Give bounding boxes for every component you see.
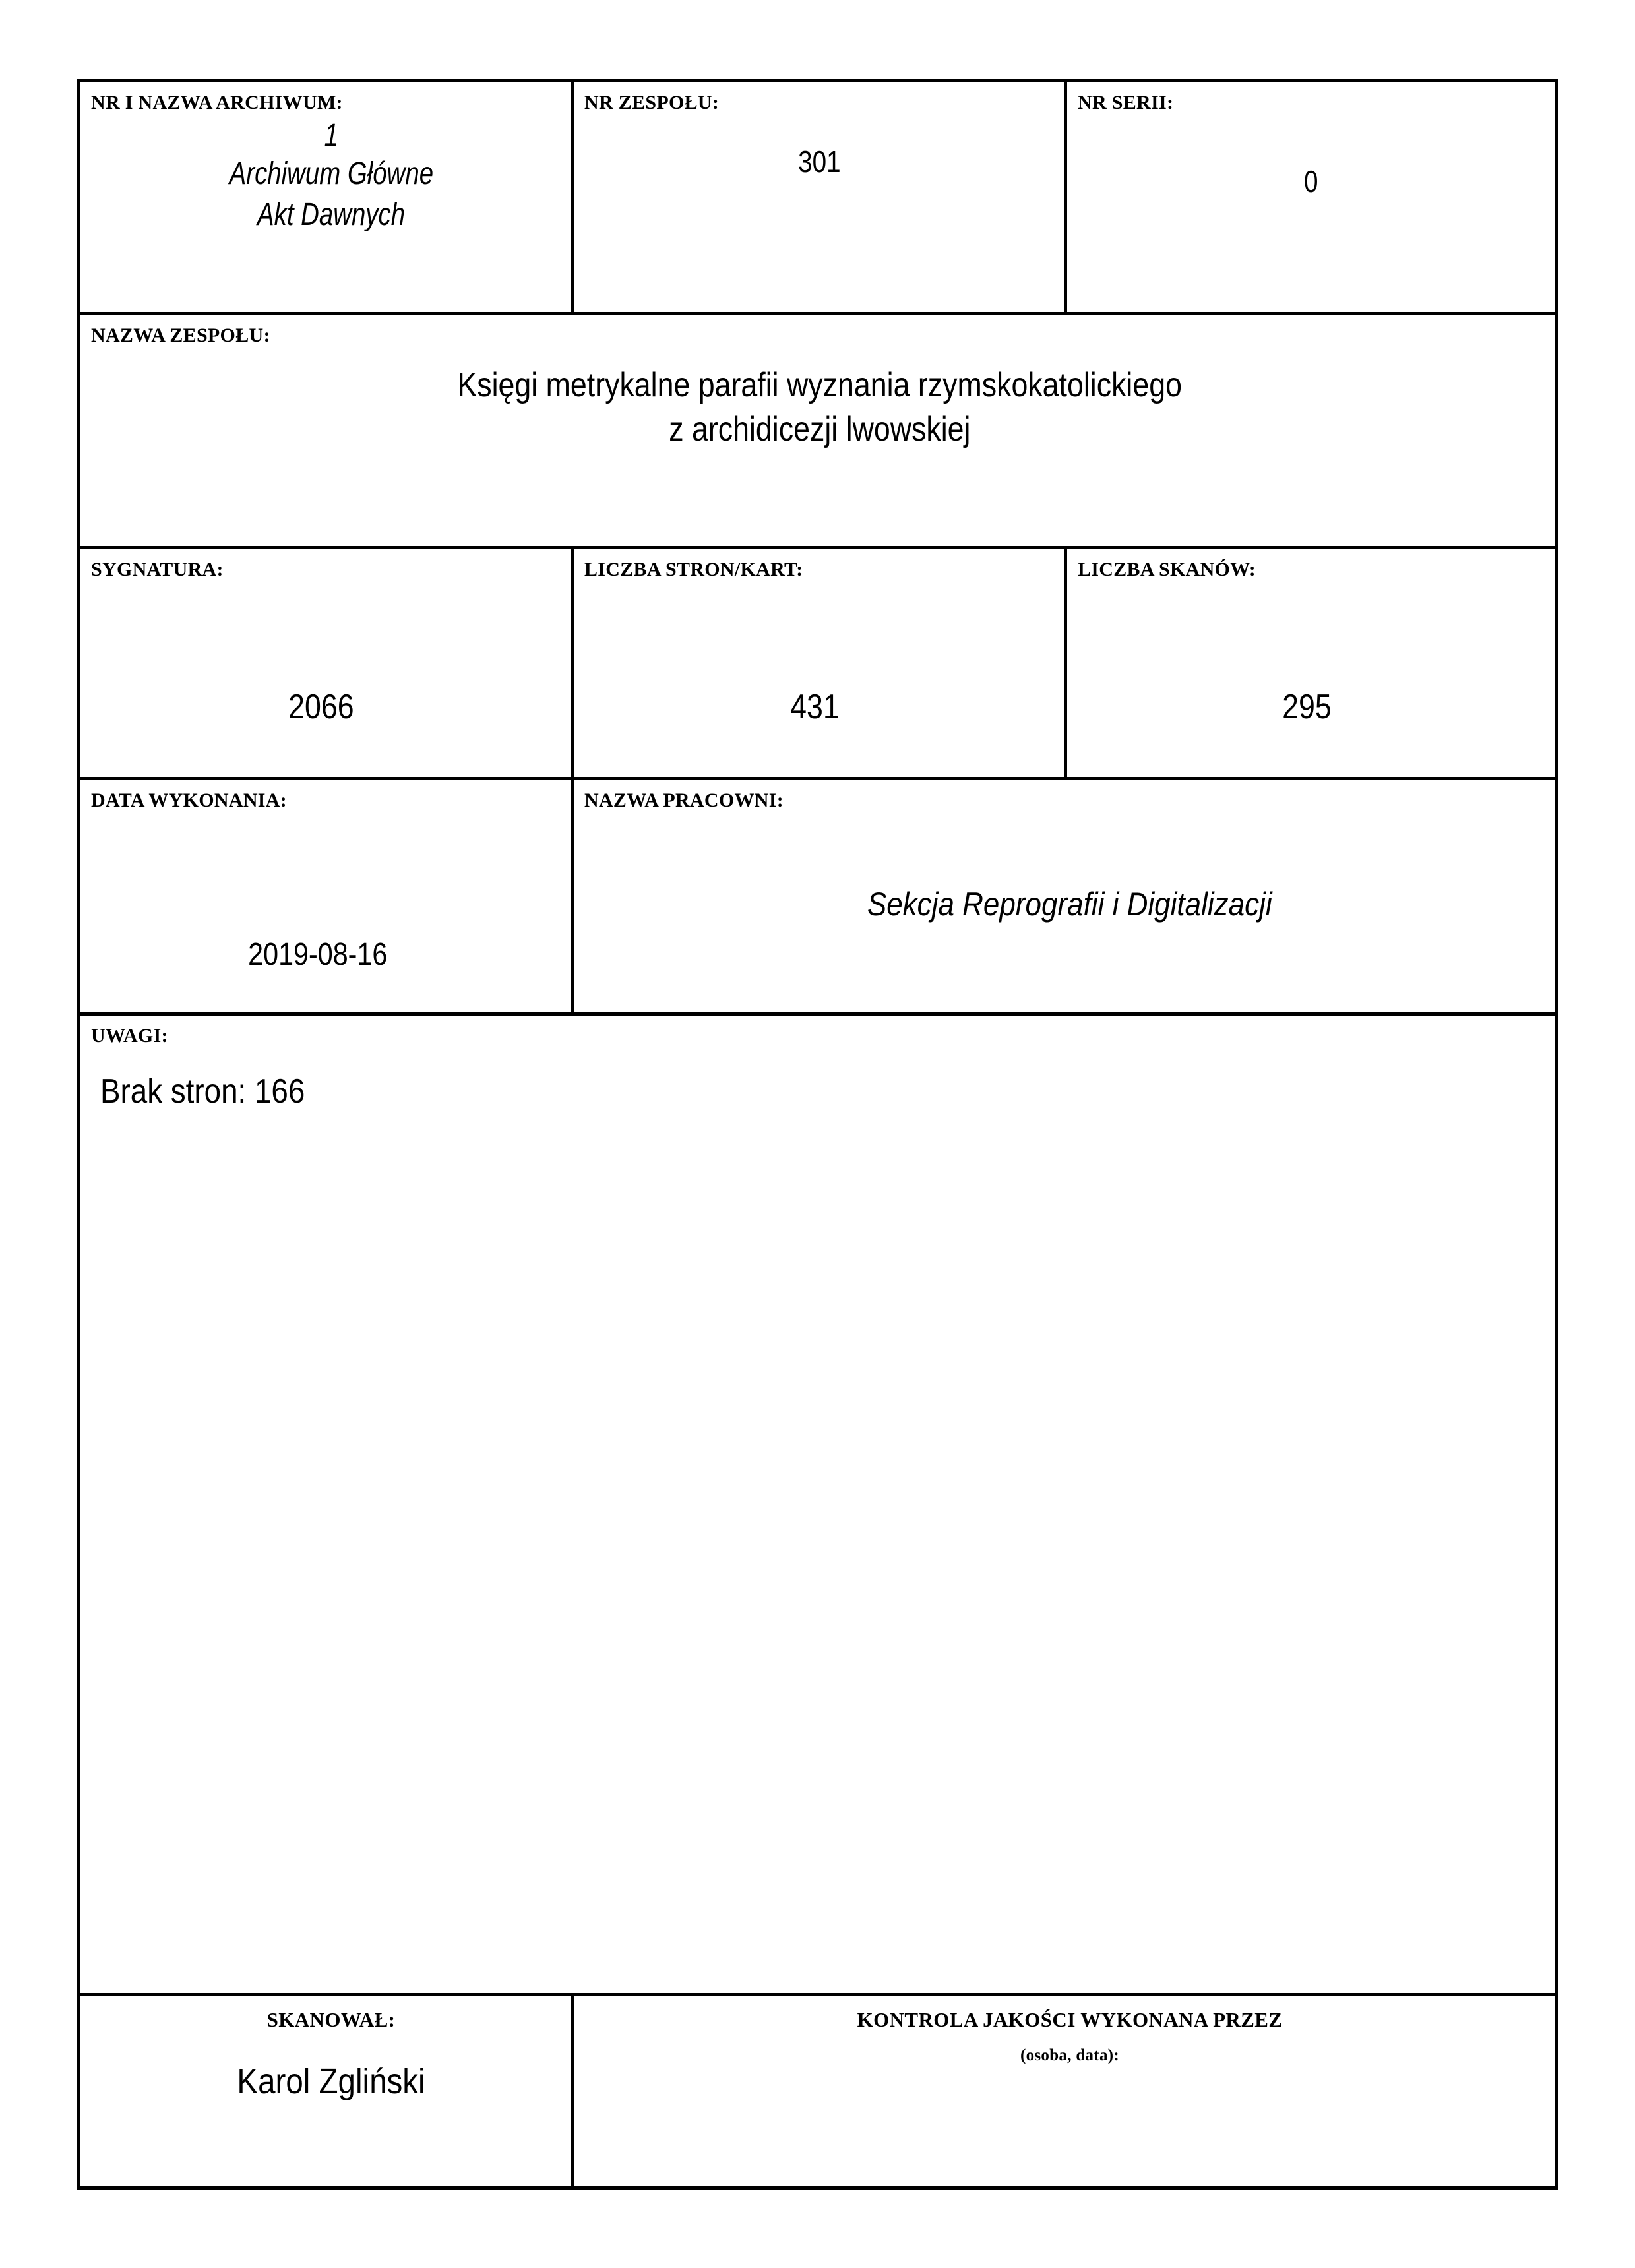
archive-number: 1	[324, 118, 338, 153]
page-count-value-block	[584, 580, 1064, 777]
workshop-value: Sekcja Reprografii i Digitalizacji	[867, 885, 1272, 923]
digitisation-target-sheet	[77, 79, 1558, 2190]
label-series-number: NR SERII:	[1078, 92, 1174, 113]
signature-value: 2066	[288, 688, 354, 726]
cell-series-number	[1067, 82, 1555, 312]
label-archive: NR I NAZWA ARCHIWUM:	[91, 92, 343, 113]
label-scanned-by: SKANOWAŁ:	[266, 2008, 396, 2031]
label-fond-number: NR ZESPOŁU:	[584, 92, 720, 113]
cell-scan-count	[1067, 549, 1555, 777]
archive-name-line-1: Archiwum Główne	[229, 156, 433, 192]
cell-scanned-by	[80, 1996, 574, 2190]
cell-fond-name	[80, 315, 1555, 546]
page-count-value: 431	[789, 688, 840, 726]
label-scan-count: LICZBA SKANÓW:	[1078, 559, 1256, 580]
fond-name-line-2: z archidicezji lwowskiej	[669, 410, 971, 448]
cell-page-count	[574, 549, 1067, 777]
label-workshop: NAZWA PRACOWNI:	[584, 789, 784, 811]
series-number-value-block	[1078, 113, 1555, 312]
fond-number-value: 301	[797, 144, 841, 179]
remarks-value: Brak stron: 166	[100, 1072, 305, 1111]
label-signature: SYGNATURA:	[91, 559, 224, 580]
signature-value-block	[91, 580, 571, 777]
production-date-value-block	[91, 811, 571, 1012]
label-production-date: DATA WYKONANIA:	[91, 789, 288, 811]
cell-production-date	[80, 780, 574, 1012]
fond-number-value-block	[584, 113, 1064, 312]
label-remarks: UWAGI:	[91, 1025, 168, 1047]
fond-name-value-stack	[91, 346, 1555, 546]
cell-quality-control	[574, 1996, 1555, 2190]
cell-remarks	[80, 1016, 1555, 1993]
scan-count-value-block	[1078, 580, 1555, 777]
row-identity	[80, 82, 1555, 315]
sublabel-quality-control: (osoba, data):	[1020, 2046, 1120, 2064]
cell-workshop	[574, 780, 1555, 1012]
cell-signature	[80, 549, 574, 777]
row-remarks	[80, 1016, 1555, 1996]
label-quality-control: KONTROLA JAKOŚCI WYKONANA PRZEZ	[857, 2008, 1283, 2031]
series-number-value: 0	[1304, 164, 1318, 199]
fond-name-line-1: Księgi metrykalne parafii wyznania rzymskokatolickiego	[457, 366, 1183, 404]
production-date-value: 2019-08-16	[248, 937, 388, 972]
cell-archive	[80, 82, 574, 312]
label-fond-name: NAZWA ZESPOŁU:	[91, 324, 270, 346]
label-page-count: LICZBA STRON/KART:	[584, 559, 803, 580]
scan-count-value: 295	[1281, 688, 1332, 726]
workshop-value-block	[584, 811, 1555, 1012]
row-fond-name	[80, 315, 1555, 549]
row-counts	[80, 549, 1555, 780]
row-production	[80, 780, 1555, 1016]
scanned-by-value: Karol Zgliński	[237, 2062, 425, 2101]
row-signoff	[80, 1996, 1555, 2190]
cell-fond-number	[574, 82, 1067, 312]
archive-value-stack	[91, 113, 571, 312]
archive-name-line-2: Akt Dawnych	[257, 197, 406, 232]
